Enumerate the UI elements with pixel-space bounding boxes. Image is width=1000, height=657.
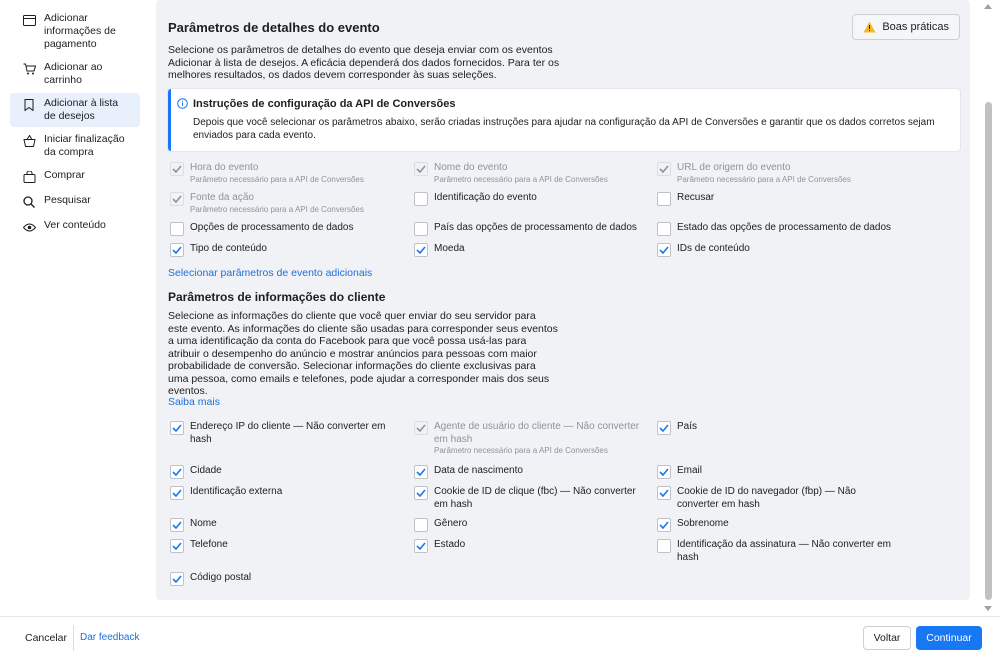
checkbox-label: Tipo de conteúdo bbox=[190, 243, 267, 254]
checkbox[interactable] bbox=[170, 421, 184, 435]
customer-param-9-checkbox-item[interactable] bbox=[170, 518, 405, 532]
search-icon bbox=[22, 195, 36, 209]
checkbox-label: Cidade bbox=[190, 465, 222, 476]
checkbox-sublabel: Parâmetro necessário para a API de Conversões bbox=[434, 174, 608, 184]
customer-param-12-checkbox-item[interactable] bbox=[170, 539, 405, 553]
checkbox-label-group bbox=[434, 518, 467, 531]
checkbox-label-group bbox=[677, 421, 697, 434]
customer-param-13-checkbox-item[interactable] bbox=[414, 539, 649, 553]
checkbox-label-group bbox=[677, 162, 851, 185]
event-param-10-checkbox-item[interactable] bbox=[414, 243, 649, 257]
checkmark-icon bbox=[659, 246, 669, 254]
checkbox-label-group bbox=[677, 539, 892, 564]
checkmark-icon bbox=[416, 246, 426, 254]
checkbox bbox=[414, 162, 428, 176]
basket-icon bbox=[22, 134, 36, 148]
cancel-button[interactable]: Cancelar bbox=[25, 632, 68, 644]
checkbox-label-group bbox=[190, 192, 364, 215]
sidebar-item-label: Ver conteúdo bbox=[44, 219, 106, 231]
checkbox-label: Endereço IP do cliente — Não converter em hash bbox=[190, 421, 386, 445]
checkbox-label: Email bbox=[677, 465, 703, 476]
checkbox-label: Data de nascimento bbox=[434, 465, 523, 476]
customer-param-10-checkbox-item[interactable] bbox=[414, 518, 649, 532]
back-button[interactable]: Voltar bbox=[863, 626, 911, 650]
event-param-1-checkbox-item bbox=[414, 162, 649, 185]
checkbox-label-group bbox=[190, 243, 267, 256]
checkbox-label: Hora do evento bbox=[190, 162, 259, 173]
customer-param-7-checkbox-item[interactable] bbox=[414, 486, 649, 511]
checkbox-label-group bbox=[190, 465, 222, 478]
checkbox bbox=[414, 421, 428, 435]
event-param-4-checkbox-item[interactable] bbox=[414, 192, 649, 206]
checkbox[interactable] bbox=[170, 243, 184, 257]
scrollbar[interactable] bbox=[982, 0, 994, 616]
checkbox-label-group bbox=[434, 192, 537, 205]
checkbox[interactable] bbox=[170, 222, 184, 236]
checkbox[interactable] bbox=[414, 539, 428, 553]
checkmark-icon bbox=[416, 424, 426, 432]
checkbox-label-group bbox=[434, 486, 649, 511]
checkbox-label-group bbox=[190, 486, 282, 499]
checkbox[interactable] bbox=[657, 465, 671, 479]
checkmark-icon bbox=[416, 542, 426, 550]
event-params-description: Selecione os parâmetros de detalhes do evento que deseja enviar com os eventos Adicionar à lista de desejos. A eficácia dependerá dos dados fornecidos. Para ter os melhores resultados, os dados devem corresponder às suas seleções. bbox=[168, 44, 560, 81]
checkbox[interactable] bbox=[657, 192, 671, 206]
sidebar bbox=[0, 0, 150, 620]
event-param-0-checkbox-item bbox=[170, 162, 405, 185]
checkbox[interactable] bbox=[414, 192, 428, 206]
checkbox-label-group bbox=[434, 243, 465, 256]
sidebar-item-add-to-cart[interactable] bbox=[10, 57, 140, 91]
footer-divider bbox=[73, 625, 74, 651]
checkbox[interactable] bbox=[414, 518, 428, 532]
checkbox-label: País das opções de processamento de dados bbox=[434, 222, 637, 233]
customer-param-3-checkbox-item[interactable] bbox=[170, 465, 405, 479]
checkbox[interactable] bbox=[657, 539, 671, 553]
checkmark-icon bbox=[659, 468, 669, 476]
checkbox[interactable] bbox=[170, 539, 184, 553]
checkmark-icon bbox=[172, 489, 182, 497]
cart-icon bbox=[22, 62, 36, 76]
checkbox-label: IDs de conteúdo bbox=[677, 243, 750, 254]
checkbox-label: Opções de processamento de dados bbox=[190, 222, 354, 233]
customer-param-2-checkbox-item[interactable] bbox=[657, 421, 892, 435]
checkbox-label: Agente de usuário do cliente — Não converter em hash bbox=[434, 421, 640, 445]
checkbox-label: Estado bbox=[434, 539, 466, 550]
checkbox-label: Recusar bbox=[677, 192, 715, 203]
checkmark-icon bbox=[172, 521, 182, 529]
checkbox-label: Código postal bbox=[190, 572, 252, 583]
checkbox[interactable] bbox=[170, 518, 184, 532]
best-practices-button[interactable] bbox=[852, 14, 960, 40]
event-params-title: Parâmetros de detalhes do evento bbox=[168, 20, 380, 35]
checkbox-label: Telefone bbox=[190, 539, 228, 550]
checkbox-label-group bbox=[677, 192, 714, 205]
scroll-up-arrow-icon[interactable] bbox=[984, 4, 992, 9]
checkmark-icon bbox=[172, 195, 182, 203]
checkmark-icon bbox=[172, 246, 182, 254]
customer-param-0-checkbox-item[interactable] bbox=[170, 421, 405, 446]
checkbox bbox=[657, 162, 671, 176]
info-box-title: Instruções de configuração da API de Conversões bbox=[193, 98, 456, 110]
checkbox bbox=[170, 162, 184, 176]
checkbox-sublabel: Parâmetro necessário para a API de Conversões bbox=[190, 204, 364, 214]
checkbox-label-group bbox=[434, 162, 608, 185]
checkmark-icon bbox=[172, 424, 182, 432]
checkbox-sublabel: Parâmetro necessário para a API de Conversões bbox=[434, 446, 608, 455]
checkbox[interactable] bbox=[657, 222, 671, 236]
checkbox[interactable] bbox=[657, 518, 671, 532]
customer-param-11-checkbox-item[interactable] bbox=[657, 518, 892, 532]
checkbox-label: Cookie de ID de clique (fbc) — Não converter em hash bbox=[434, 486, 636, 510]
event-param-2-checkbox-item bbox=[657, 162, 892, 185]
event-param-3-checkbox-item bbox=[170, 192, 405, 215]
checkbox-label-group bbox=[434, 465, 523, 478]
customer-param-1-checkbox-item bbox=[414, 421, 649, 456]
checkbox[interactable] bbox=[170, 486, 184, 500]
checkbox-sublabel: Parâmetro necessário para a API de Conversões bbox=[190, 174, 364, 184]
checkbox-label: País bbox=[677, 421, 698, 432]
checkmark-icon bbox=[172, 542, 182, 550]
checkbox-label-group bbox=[677, 518, 729, 531]
checkbox-label: Identificação do evento bbox=[434, 192, 537, 203]
select-additional-params-link[interactable]: Selecionar parâmetros de evento adicionais bbox=[168, 267, 373, 279]
checkbox-label: Nome bbox=[190, 518, 217, 529]
bag-icon bbox=[22, 170, 36, 184]
checkbox-label-group bbox=[190, 518, 217, 531]
checkmark-icon bbox=[659, 165, 669, 173]
checkbox bbox=[170, 192, 184, 206]
eye-icon bbox=[22, 220, 36, 234]
sidebar-item-search[interactable] bbox=[10, 190, 140, 213]
feedback-link[interactable]: Dar feedback bbox=[80, 632, 140, 643]
checkmark-icon bbox=[659, 489, 669, 497]
checkbox[interactable] bbox=[657, 243, 671, 257]
conversions-api-info-box bbox=[168, 89, 960, 151]
sidebar-item-label: Adicionar ao carrinho bbox=[44, 61, 103, 86]
sidebar-item-label: Adicionar informações de pagamento bbox=[44, 12, 116, 50]
checkbox-label-group bbox=[434, 421, 649, 456]
checkbox-label: Sobrenome bbox=[677, 518, 729, 529]
main-panel bbox=[156, 0, 970, 600]
checkmark-icon bbox=[172, 575, 182, 583]
checkbox-label: Identificação da assinatura — Não converter em hash bbox=[677, 539, 891, 563]
customer-params-title: Parâmetros de informações do cliente bbox=[168, 290, 386, 304]
checkbox-label: Estado das opções de processamento de dados bbox=[677, 222, 892, 233]
checkmark-icon bbox=[416, 468, 426, 476]
event-param-8-checkbox-item[interactable] bbox=[657, 222, 892, 236]
sidebar-item-purchase[interactable] bbox=[10, 165, 140, 188]
checkbox-label: Moeda bbox=[434, 243, 465, 254]
bookmark-icon bbox=[22, 98, 36, 112]
checkbox-label-group bbox=[677, 465, 702, 478]
info-icon bbox=[177, 98, 188, 109]
sidebar-item-label: Adicionar à lista de desejos bbox=[44, 97, 119, 122]
event-param-7-checkbox-item[interactable] bbox=[414, 222, 649, 236]
checkbox[interactable] bbox=[414, 465, 428, 479]
scroll-down-arrow-icon[interactable] bbox=[984, 606, 992, 611]
checkmark-icon bbox=[172, 468, 182, 476]
warning-icon bbox=[863, 21, 876, 33]
checkbox-label-group bbox=[677, 243, 750, 256]
checkmark-icon bbox=[659, 424, 669, 432]
best-practices-label: Boas práticas bbox=[882, 21, 949, 33]
checkbox-label-group bbox=[190, 162, 364, 185]
sidebar-item-label: Iniciar finalização da compra bbox=[44, 133, 125, 158]
info-box-text: Depois que você selecionar os parâmetros abaixo, serão criadas instruções para ajudar na configuração da API de Conversões e garantir que os dados corretos sejam enviados para cada evento. bbox=[193, 117, 935, 141]
checkbox-label-group bbox=[190, 421, 405, 446]
checkbox[interactable] bbox=[170, 465, 184, 479]
checkmark-icon bbox=[416, 165, 426, 173]
checkbox-label-group bbox=[677, 222, 891, 235]
checkmark-icon bbox=[416, 489, 426, 497]
sidebar-item-payment-info[interactable] bbox=[10, 8, 140, 55]
sidebar-item-label: Comprar bbox=[44, 169, 85, 181]
checkbox[interactable] bbox=[414, 243, 428, 257]
customer-param-4-checkbox-item[interactable] bbox=[414, 465, 649, 479]
checkbox-label-group bbox=[677, 486, 892, 511]
customer-param-8-checkbox-item[interactable] bbox=[657, 486, 892, 511]
customer-param-5-checkbox-item[interactable] bbox=[657, 465, 892, 479]
checkbox[interactable] bbox=[414, 222, 428, 236]
customer-param-15-checkbox-item[interactable] bbox=[170, 572, 405, 586]
sidebar-item-add-to-wishlist[interactable] bbox=[10, 93, 140, 127]
checkbox[interactable] bbox=[657, 421, 671, 435]
checkbox-label-group bbox=[190, 572, 251, 585]
sidebar-item-initiate-checkout[interactable] bbox=[10, 129, 140, 163]
checkbox-label: Nome do evento bbox=[434, 162, 508, 173]
event-param-6-checkbox-item[interactable] bbox=[170, 222, 405, 236]
checkbox-label: Fonte da ação bbox=[190, 192, 254, 203]
event-param-5-checkbox-item[interactable] bbox=[657, 192, 892, 206]
checkbox-label-group bbox=[190, 539, 228, 552]
checkbox-label: Cookie de ID do navegador (fbp) — Não converter em hash bbox=[677, 486, 856, 510]
scrollbar-thumb[interactable] bbox=[985, 102, 992, 600]
event-param-11-checkbox-item[interactable] bbox=[657, 243, 892, 257]
learn-more-link[interactable]: Saiba mais bbox=[168, 396, 220, 408]
customer-params-description: Selecione as informações do cliente que você quer enviar do seu servidor para este evento. As informações do cliente são usadas para corresponder seus eventos a uma identificação da conta do Facebook para que você possa usá-las para atribuir o desempenho do anúncio e mostrar anúncios para pessoas com maior probabilidade de conversão. Selecionar informações do cliente exclusivas para uma pessoa, como emails e telefones, pode ajudar a corresponder mais dos seus eventos. bbox=[168, 310, 558, 397]
checkbox-label-group bbox=[434, 222, 637, 235]
checkbox[interactable] bbox=[657, 486, 671, 500]
footer bbox=[0, 616, 1000, 657]
sidebar-item-label: Pesquisar bbox=[44, 194, 91, 206]
checkbox[interactable] bbox=[414, 486, 428, 500]
customer-param-6-checkbox-item[interactable] bbox=[170, 486, 405, 500]
checkbox-label-group bbox=[190, 222, 353, 235]
checkbox-label: Gênero bbox=[434, 518, 468, 529]
event-param-9-checkbox-item[interactable] bbox=[170, 243, 405, 257]
checkbox-label: Identificação externa bbox=[190, 486, 283, 497]
checkbox-label: URL de origem do evento bbox=[677, 162, 791, 173]
customer-param-14-checkbox-item[interactable] bbox=[657, 539, 892, 564]
checkbox-label-group bbox=[434, 539, 465, 552]
checkbox[interactable] bbox=[170, 572, 184, 586]
sidebar-item-view-content[interactable] bbox=[10, 215, 140, 238]
credit-card-icon bbox=[22, 13, 36, 27]
continue-button[interactable]: Continuar bbox=[916, 626, 982, 650]
checkmark-icon bbox=[172, 165, 182, 173]
checkmark-icon bbox=[659, 521, 669, 529]
checkbox-sublabel: Parâmetro necessário para a API de Conversões bbox=[677, 174, 851, 184]
